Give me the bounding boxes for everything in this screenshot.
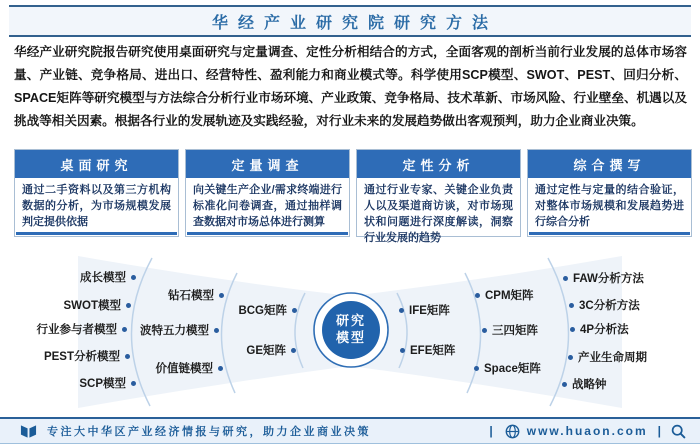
card-title: 桌面研究 [15, 150, 178, 178]
footer-bar [0, 417, 700, 444]
bullet-dot [122, 327, 127, 332]
bullet-dot [131, 275, 136, 280]
bullet-dot [482, 328, 487, 333]
page-title: 华经产业研究院研究方法 [211, 14, 498, 32]
model-label-three-four-matrix: 三四矩阵 [482, 322, 538, 338]
bullet-dot [399, 308, 404, 313]
card-body-text: 通过行业专家、关键企业负责人以及渠道商访谈，对市场现状和问题进行深度解读，洞察行业发展的趋势 [364, 184, 513, 244]
globe-icon [505, 424, 520, 439]
model-label-industry-lifecycle: 产业生命周期 [568, 349, 647, 365]
search-icon[interactable] [671, 424, 686, 439]
card-body-text: 通过定性与定量的结合验证，对整体市场规模和发展趋势进行综合分析 [535, 184, 684, 228]
model-label-diamond: 钻石模型 [168, 287, 224, 303]
center-model-label: 研究模型 [335, 313, 366, 345]
method-card-quantitative-survey [185, 149, 350, 237]
bullet-dot [291, 348, 296, 353]
model-label-strategy-clock: 战略钟 [562, 376, 607, 392]
card-title: 定量调查 [186, 150, 349, 178]
footer-slogan: 专注大中华区产业经济情报与研究，助力企业商业决策 [47, 426, 371, 438]
method-card-qualitative-analysis [356, 149, 521, 244]
method-card-desk-research [14, 149, 179, 237]
model-label-swot: SWOT模型 [64, 297, 132, 313]
research-models-diagram [0, 248, 700, 416]
card-accent-bar [16, 232, 177, 235]
model-label-ge: GE矩阵 [246, 342, 296, 358]
model-label-space: Space矩阵 [474, 360, 541, 376]
model-label-scp: SCP模型 [79, 375, 136, 391]
model-label-efe: EFE矩阵 [400, 342, 455, 358]
method-card-comprehensive-writing [527, 149, 692, 237]
model-label-faw: FAW分析方法 [563, 270, 644, 286]
card-title: 定性分析 [357, 150, 520, 178]
model-label-ife: IFE矩阵 [399, 302, 450, 318]
bullet-dot [219, 293, 224, 298]
footer-separator: | [657, 424, 661, 438]
model-label-3c: 3C分析方法 [569, 297, 640, 313]
model-label-growth: 成长模型 [80, 269, 136, 285]
bullet-dot [475, 293, 480, 298]
bullet-dot [400, 348, 405, 353]
bullet-dot [125, 354, 130, 359]
model-label-porter-five-forces: 波特五力模型 [140, 322, 219, 338]
bullet-dot [569, 303, 574, 308]
card-accent-bar [187, 232, 348, 235]
bullet-dot [474, 366, 479, 371]
card-body-text: 通过二手资料以及第三方机构数据的分析，为市场规模发展判定提供依据 [22, 184, 171, 228]
model-label-value-chain: 价值链模型 [156, 360, 224, 376]
model-label-4p: 4P分析法 [570, 321, 629, 337]
bullet-dot [563, 276, 568, 281]
bullet-dot [131, 381, 136, 386]
bullet-dot [214, 328, 219, 333]
bullet-dot [570, 327, 575, 332]
bullet-dot [292, 308, 297, 313]
card-title: 综合撰写 [528, 150, 691, 178]
huaon-logo-icon [20, 424, 37, 439]
header-band [9, 5, 691, 37]
card-body-text: 向关键生产企业/需求终端进行标准化问卷调查，通过抽样调查数据对市场总体进行测算 [193, 184, 342, 228]
method-cards-row [14, 149, 692, 244]
card-accent-bar [529, 232, 690, 235]
model-label-bcg: BCG矩阵 [238, 302, 297, 318]
footer-separator: | [489, 424, 493, 438]
bullet-dot [218, 366, 223, 371]
intro-paragraph: 华经产业研究院报告研究使用桌面研究与定量调查、定性分析相结合的方式，全面客观的剖析当前行业发展的总体市场容量、产业链、竞争格局、进出口、经营特性、盈利能力和商业模式等。科学使用SCP模型、SWOT、PEST、回归分析、SPACE矩阵等研究模型与方法综合分析行业市场环境、产业政策、竞争格局、技术革新、市场风险、行业壁垒、机遇以及挑战等相关因素。根据各行业的发展轨迹及实践经验，对行业未来的发展趋势做出客观预判，助力企业商业决策。 [14, 45, 687, 128]
bullet-dot [568, 355, 573, 360]
model-label-pest: PEST分析模型 [44, 348, 130, 364]
model-label-cpm: CPM矩阵 [475, 287, 534, 303]
model-label-industry-participants: 行业参与者模型 [37, 321, 128, 337]
bullet-dot [562, 382, 567, 387]
website-link[interactable]: www.huaon.com [526, 424, 648, 438]
bullet-dot [126, 303, 131, 308]
